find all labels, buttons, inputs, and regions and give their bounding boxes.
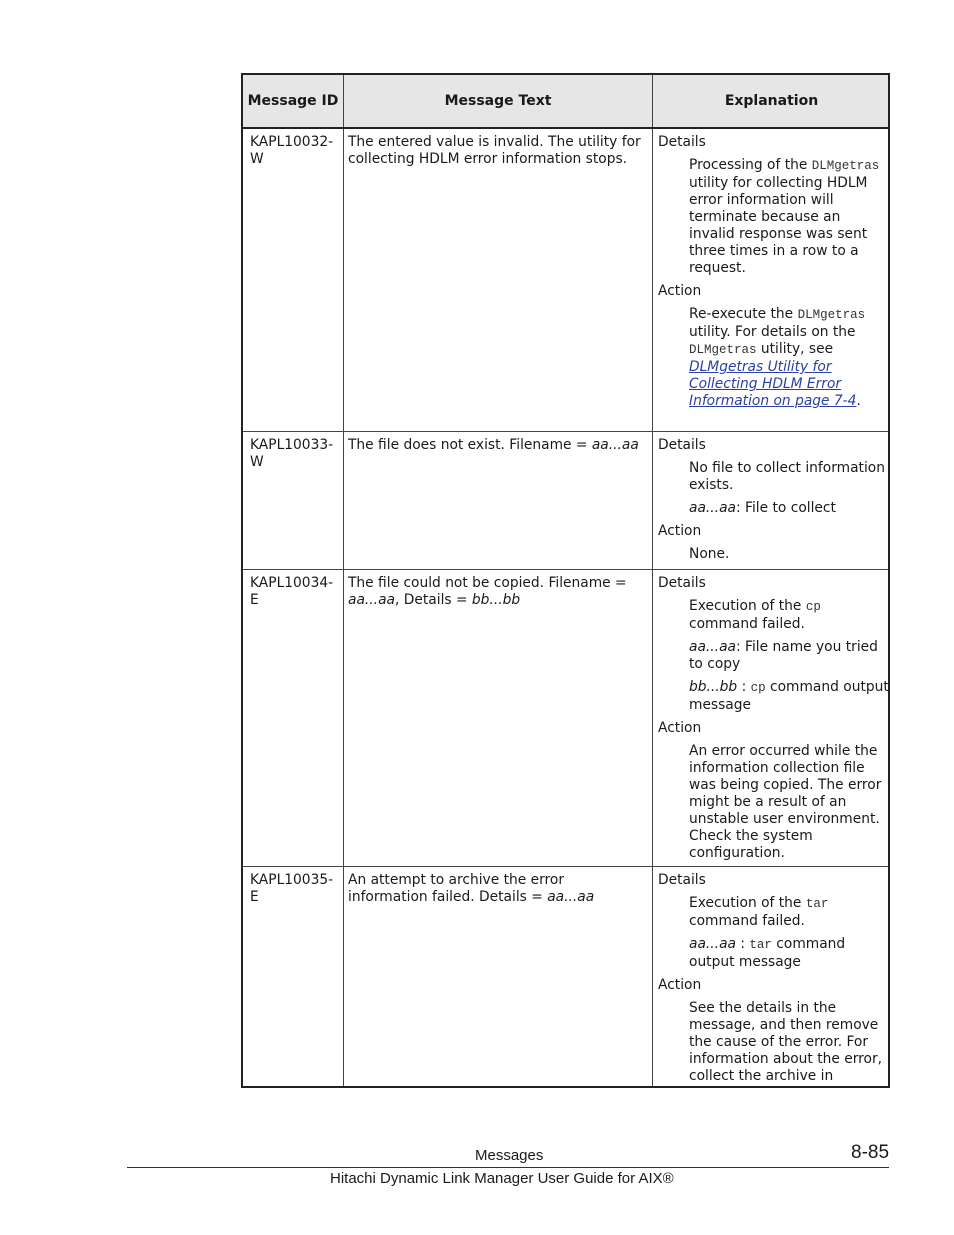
message-id: KAPL10034- [250, 575, 334, 591]
variable: aa...aa [348, 592, 395, 608]
code-tar: tar [749, 938, 772, 952]
details-variable-text: aa...aa: File name you tried to copy [689, 639, 878, 672]
header-explanation: Explanation [724, 93, 819, 109]
document-title: Hitachi Dynamic Link Manager User Guide for AIX® [330, 1170, 674, 1187]
code-dlmgetras: DLMgetras [797, 308, 866, 322]
footer-divider [127, 1167, 889, 1168]
message-id-suffix: E [250, 889, 259, 905]
message-id-cell [250, 575, 340, 609]
message-text: The entered value is invalid. The utility for collecting HDLM error information stops. [348, 134, 641, 167]
details-variable-text: aa...aa : tar command output message [689, 936, 846, 970]
details-text: Execution of the tar command failed. [689, 895, 829, 929]
header-divider [243, 127, 888, 129]
message-id-suffix: W [250, 151, 264, 167]
message-text-cell: An attempt to archive the error information failed. Details = aa...aa [348, 872, 595, 905]
cross-reference-link[interactable]: DLMgetras Utility for Collecting HDLM Error Information on page 7-4 [689, 359, 857, 409]
action-label: Action [658, 523, 702, 539]
message-id-cell [250, 437, 340, 471]
header-message-id: Message ID [247, 93, 339, 109]
details-text: Execution of the cp command failed. [689, 598, 821, 632]
action-label: Action [658, 977, 702, 993]
details-label: Details [658, 575, 706, 591]
action-label: Action [658, 283, 702, 299]
row-divider [243, 569, 888, 570]
message-id-cell [250, 134, 340, 168]
message-id-suffix: E [250, 592, 259, 608]
action-text: None. [689, 546, 730, 562]
details-label: Details [658, 872, 706, 888]
message-id: KAPL10032- [250, 134, 334, 150]
explanation-cell [658, 134, 890, 416]
explanation-cell [658, 575, 890, 868]
variable: bb...bb [471, 592, 521, 608]
code-dlmgetras: DLMgetras [811, 159, 880, 173]
action-text: See the details in the message, and then remove the cause of the error. For information about the error, collect the archive in [689, 1000, 883, 1084]
details-variable-text: aa...aa: File to collect [689, 500, 836, 516]
code-dlmgetras: DLMgetras [689, 343, 757, 357]
action-text: An error occurred while the information collection file was being copied. The error might be a result of an unstable user environment. Check the system configuration. [689, 743, 882, 861]
message-id: KAPL10035- [250, 872, 334, 888]
details-text: No file to collect information exists. [689, 460, 885, 493]
code-tar: tar [805, 897, 829, 911]
message-text-cell [348, 134, 648, 168]
variable: aa...aa [591, 437, 639, 453]
details-label: Details [658, 437, 706, 453]
message-text-cell [348, 437, 648, 454]
code-cp: cp [750, 681, 766, 695]
message-text: The file does not exist. Filename = [348, 437, 592, 453]
row-divider [243, 431, 888, 432]
message-id-suffix: W [250, 454, 264, 470]
header-message-text: Message Text [444, 93, 552, 109]
messages-table [241, 73, 890, 1088]
details-variable-text: bb...bb : cp command output message [689, 679, 889, 713]
page-number: 8-85 [851, 1142, 890, 1163]
details-label: Details [658, 134, 706, 150]
message-text-cell: The file could not be copied. Filename = aa...aa, Details = bb...bb [348, 575, 627, 608]
action-label: Action [658, 720, 702, 736]
details-text: Processing of the DLMgetras utility for collecting HDLM error information will terminate because an invalid response was sent three times in a row to a request. [689, 157, 880, 276]
explanation-cell [658, 872, 890, 1091]
action-text: Re-execute the DLMgetras utility. For details on the DLMgetras utility, see DLMgetras Utility for Collecting HDLM Error Information on page 7-4. [689, 306, 866, 409]
column-divider [652, 75, 653, 1086]
variable: aa...aa [547, 889, 595, 905]
footer-section: Messages [475, 1147, 544, 1164]
code-cp: cp [805, 600, 821, 614]
message-id: KAPL10033- [250, 437, 334, 453]
explanation-cell [658, 437, 890, 569]
column-divider [343, 75, 344, 1086]
message-id-cell [250, 872, 340, 906]
